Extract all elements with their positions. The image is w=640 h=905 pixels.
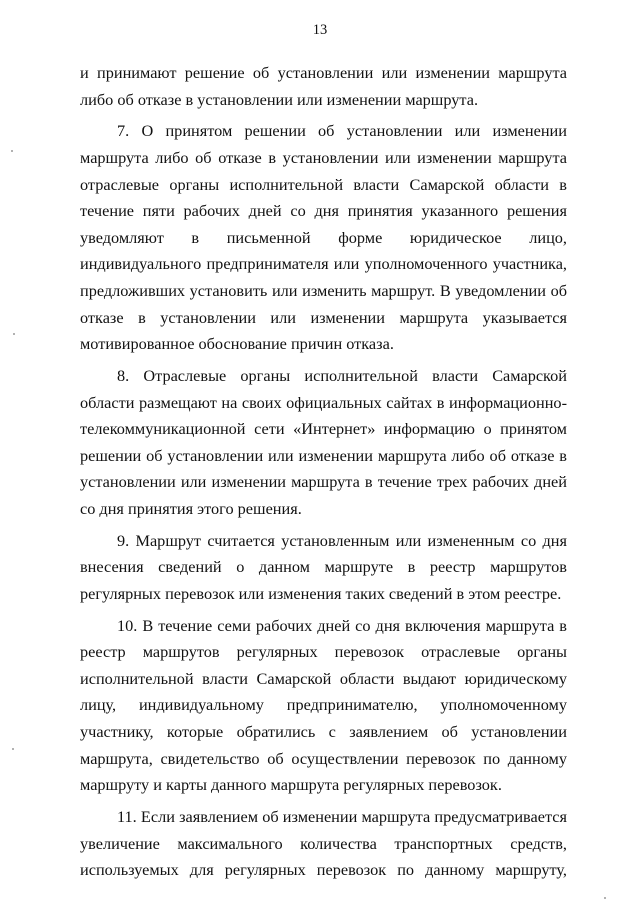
paragraph-10: 10. В течение семи рабочих дней со дня включения маршрута в реестр маршрутов регулярных перевозок отраслевые органы исполнительной власти Самарской области выдают юридическому лицу, индивидуальному предпринимателю, уполномоченному участнику, которые обратились с заявлением об установлении маршрута, свидетельство об осуществлении перевозок по данному маршруту и карты данного маршрута регулярных перевозок. <box>80 615 567 795</box>
scan-speck <box>13 333 15 335</box>
paragraph-9: 9. Маршрут считается установленным или измененным со дня внесения сведений о данном маршруте в реестр маршрутов регулярных перевозок или изменения таких сведений в этом реестре. <box>80 530 567 603</box>
page-number: 13 <box>312 22 328 38</box>
paragraph-8: 8. Отраслевые органы исполнительной власти Самарской области размещают на своих официальных сайтах в информационно-телекоммуникационной сети «Интернет» информацию о принятом решении об установлении или изменении маршрута либо об отказе в установлении или изменении маршрута в течение трех рабочих дней со дня принятия этого решения. <box>80 365 567 518</box>
scan-speck <box>12 748 14 750</box>
document-body <box>80 60 567 884</box>
paragraph-11: 11. Если заявлением об изменении маршрута предусматривается увеличение максимального количества транспортных средств, используемых для регулярных перевозок по данному маршруту, <box>80 806 567 880</box>
scan-speck <box>11 150 13 152</box>
paragraph-continuation: и принимают решение об установлении или изменении маршрута либо об отказе в установлении или изменении маршрута. <box>80 63 567 109</box>
scan-speck <box>604 897 606 899</box>
paragraph-7: 7. О принятом решении об установлении или изменении маршрута либо об отказе в установлении или изменении маршрута отраслевые органы исполнительной власти Самарской области в течение пяти рабочих дней со дня принятия указанного решения уведомляют в письменной форме юридическое лицо, индивидуального предпринимателя или уполномоченного участника, предложивших установить или изменить маршрут. В уведомлении об отказе в установлении или изменении маршрута указывается мотивированное обоснование причин отказа. <box>80 121 567 354</box>
